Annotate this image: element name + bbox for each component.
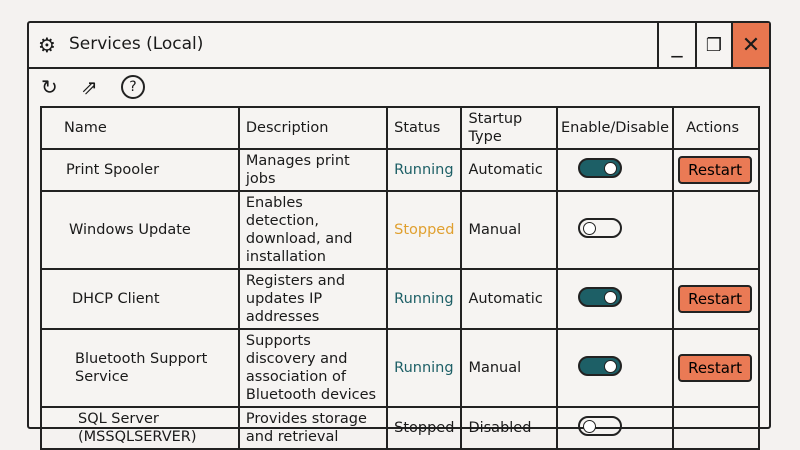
- restart-button[interactable]: Restart: [678, 285, 752, 313]
- service-description: Registers and updates IP addresses: [239, 269, 387, 329]
- column-header-startup-type[interactable]: Startup Type: [461, 107, 557, 149]
- restart-button[interactable]: Restart: [678, 156, 752, 184]
- close-button[interactable]: ✕: [731, 23, 769, 67]
- actions-cell: [673, 191, 759, 269]
- service-status: Running: [387, 269, 461, 329]
- service-description: Manages print jobs: [239, 149, 387, 191]
- table-header: [41, 107, 759, 149]
- toggle-knob: [604, 291, 617, 304]
- service-startup-type: Automatic: [461, 269, 557, 329]
- column-header-description[interactable]: Description: [239, 107, 387, 149]
- service-name: SQL Server (MSSQLSERVER): [41, 407, 239, 449]
- table-row[interactable]: [41, 407, 759, 449]
- title-bar: [29, 23, 769, 69]
- enable-toggle[interactable]: [578, 356, 622, 376]
- service-name: Bluetooth Support Service: [41, 329, 239, 407]
- services-window: [27, 21, 771, 445]
- enable-toggle[interactable]: [578, 218, 622, 238]
- minimize-button[interactable]: _: [657, 23, 695, 67]
- service-description: Supports discovery and association of Bluetooth devices: [239, 329, 387, 407]
- toggle-knob: [583, 222, 596, 235]
- table-row[interactable]: [41, 149, 759, 191]
- toggle-knob: [604, 162, 617, 175]
- column-header-name[interactable]: Name: [41, 107, 239, 149]
- service-startup-type: Disabled: [461, 407, 557, 449]
- services-table: [40, 106, 760, 450]
- enable-toggle-cell: [557, 149, 673, 191]
- actions-cell: [673, 329, 759, 407]
- service-name: Windows Update: [41, 191, 239, 269]
- actions-cell: [673, 269, 759, 329]
- service-description: Provides storage and retrieval: [239, 407, 387, 449]
- column-header-status[interactable]: Status: [387, 107, 461, 149]
- toggle-knob: [604, 360, 617, 373]
- table-row[interactable]: [41, 269, 759, 329]
- table-row[interactable]: [41, 191, 759, 269]
- service-status: Stopped: [387, 191, 461, 269]
- enable-toggle-cell: [557, 269, 673, 329]
- enable-toggle-cell: [557, 191, 673, 269]
- restore-button[interactable]: ❐: [695, 23, 731, 67]
- service-status: Running: [387, 149, 461, 191]
- gear-icon: ⚙: [38, 33, 56, 57]
- help-icon[interactable]: ?: [121, 75, 145, 99]
- enable-toggle[interactable]: [578, 287, 622, 307]
- service-startup-type: Manual: [461, 329, 557, 407]
- enable-toggle[interactable]: [578, 158, 622, 178]
- enable-toggle-cell: [557, 329, 673, 407]
- column-header-actions[interactable]: Actions: [673, 107, 759, 149]
- enable-toggle[interactable]: [578, 416, 622, 436]
- table-row[interactable]: [41, 329, 759, 407]
- column-header-enable-disable[interactable]: Enable/Disable: [557, 107, 673, 149]
- actions-cell: [673, 407, 759, 449]
- window-title: Services (Local): [69, 34, 204, 54]
- service-description: Enables detection, download, and installation: [239, 191, 387, 269]
- enable-toggle-cell: [557, 407, 673, 449]
- service-startup-type: Manual: [461, 191, 557, 269]
- export-icon[interactable]: ⇗: [81, 75, 98, 99]
- service-startup-type: Automatic: [461, 149, 557, 191]
- service-name: Print Spooler: [41, 149, 239, 191]
- toggle-knob: [583, 420, 596, 433]
- service-status: Running: [387, 329, 461, 407]
- actions-cell: [673, 149, 759, 191]
- refresh-icon[interactable]: ↻: [41, 75, 58, 99]
- service-name: DHCP Client: [41, 269, 239, 329]
- service-status: Stopped: [387, 407, 461, 449]
- restart-button[interactable]: Restart: [678, 354, 752, 382]
